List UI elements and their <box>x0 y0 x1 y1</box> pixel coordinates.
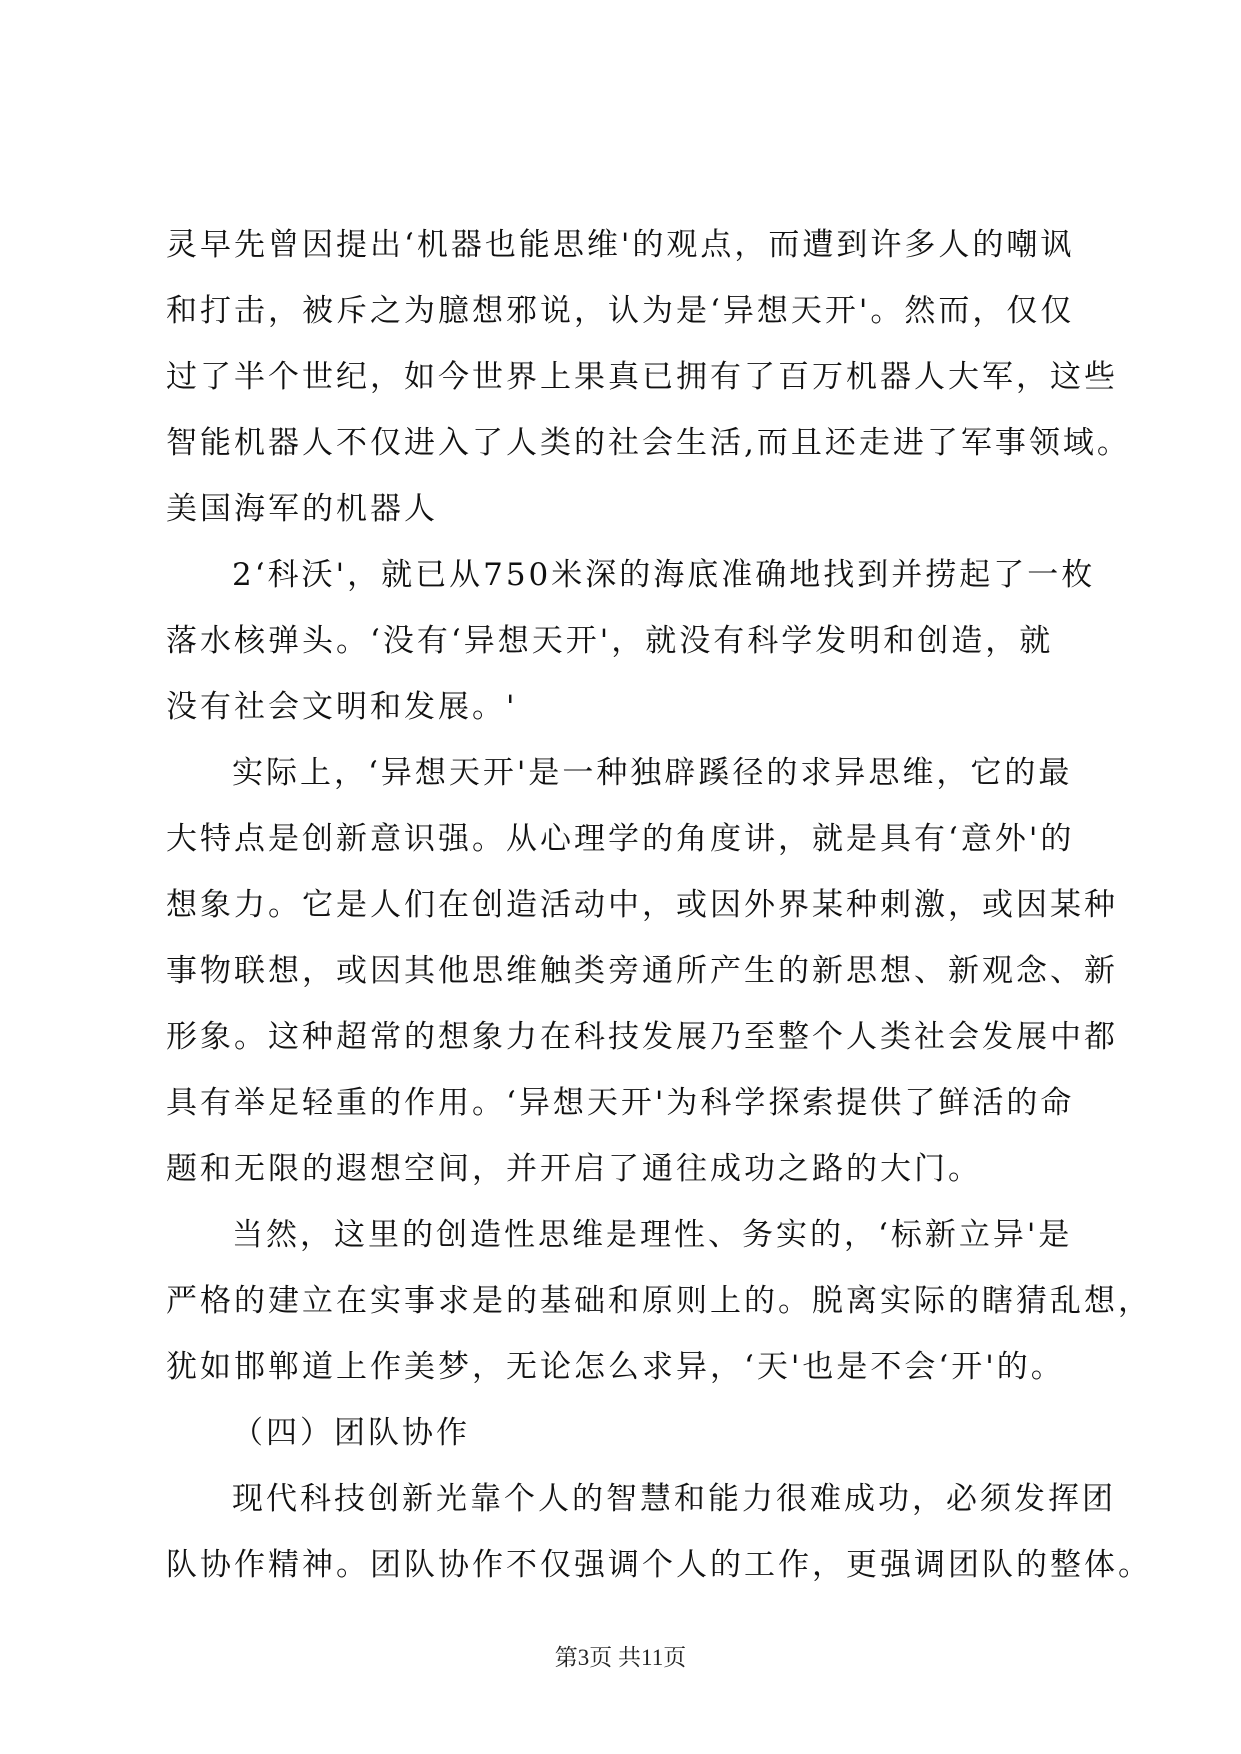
body-text-line: 过了半个世纪，如今世界上果真已拥有了百万机器人大军，这些 <box>166 359 1118 395</box>
body-text-line: 美国海军的机器人 <box>166 491 438 527</box>
body-text-line: 题和无限的遐想空间，并开启了通往成功之路的大门。 <box>166 1151 982 1187</box>
body-text-line: 落水核弹头。‘没有‘异想天开'，就没有科学发明和创造，就 <box>166 623 1054 659</box>
body-text-line: 想象力。它是人们在创造活动中，或因外界某种刺激，或因某种 <box>166 887 1118 923</box>
body-text-line: 事物联想，或因其他思维触类旁通所产生的新思想、新观念、新 <box>166 953 1118 989</box>
body-text-line: 和打击，被斥之为臆想邪说，认为是‘异想天开'。然而，仅仅 <box>166 293 1075 329</box>
page-number-footer: 第3页 共11页 <box>554 1645 687 1670</box>
body-text-line: 现代科技创新光靠个人的智慧和能力很难成功，必须发挥团 <box>232 1481 1116 1517</box>
body-text-line: 没有社会文明和发展。' <box>166 689 518 725</box>
body-text-line: 当然，这里的创造性思维是理性、务实的，‘标新立异'是 <box>232 1217 1073 1253</box>
section-heading: （四）团队协作 <box>232 1415 470 1451</box>
body-text-line: 队协作精神。团队协作不仅强调个人的工作，更强调团队的整体。 <box>166 1547 1152 1583</box>
body-text-line: 灵早先曾因提出‘机器也能思维'的观点，而遭到许多人的嘲讽 <box>166 227 1075 263</box>
body-text-line: 2‘科沃'，就已从750米深的海底准确地找到并捞起了一枚 <box>232 557 1096 593</box>
body-text-line: 严格的建立在实事求是的基础和原则上的。脱离实际的瞎猜乱想， <box>166 1283 1152 1319</box>
body-text-line: 形象。这种超常的想象力在科技发展乃至整个人类社会发展中都 <box>166 1019 1118 1055</box>
body-text-line: 犹如邯郸道上作美梦，无论怎么求异，‘天'也是不会‘开'的。 <box>166 1349 1065 1385</box>
body-text-line: 实际上，‘异想天开'是一种独辟蹊径的求异思维，它的最 <box>232 755 1073 791</box>
body-text-line: 具有举足轻重的作用。‘异想天开'为科学探索提供了鲜活的命 <box>166 1085 1075 1121</box>
body-text-line: 智能机器人不仅进入了人类的社会生活,而且还走进了军事领域。 <box>166 425 1131 461</box>
body-text-line: 大特点是创新意识强。从心理学的角度讲，就是具有‘意外'的 <box>166 821 1075 857</box>
